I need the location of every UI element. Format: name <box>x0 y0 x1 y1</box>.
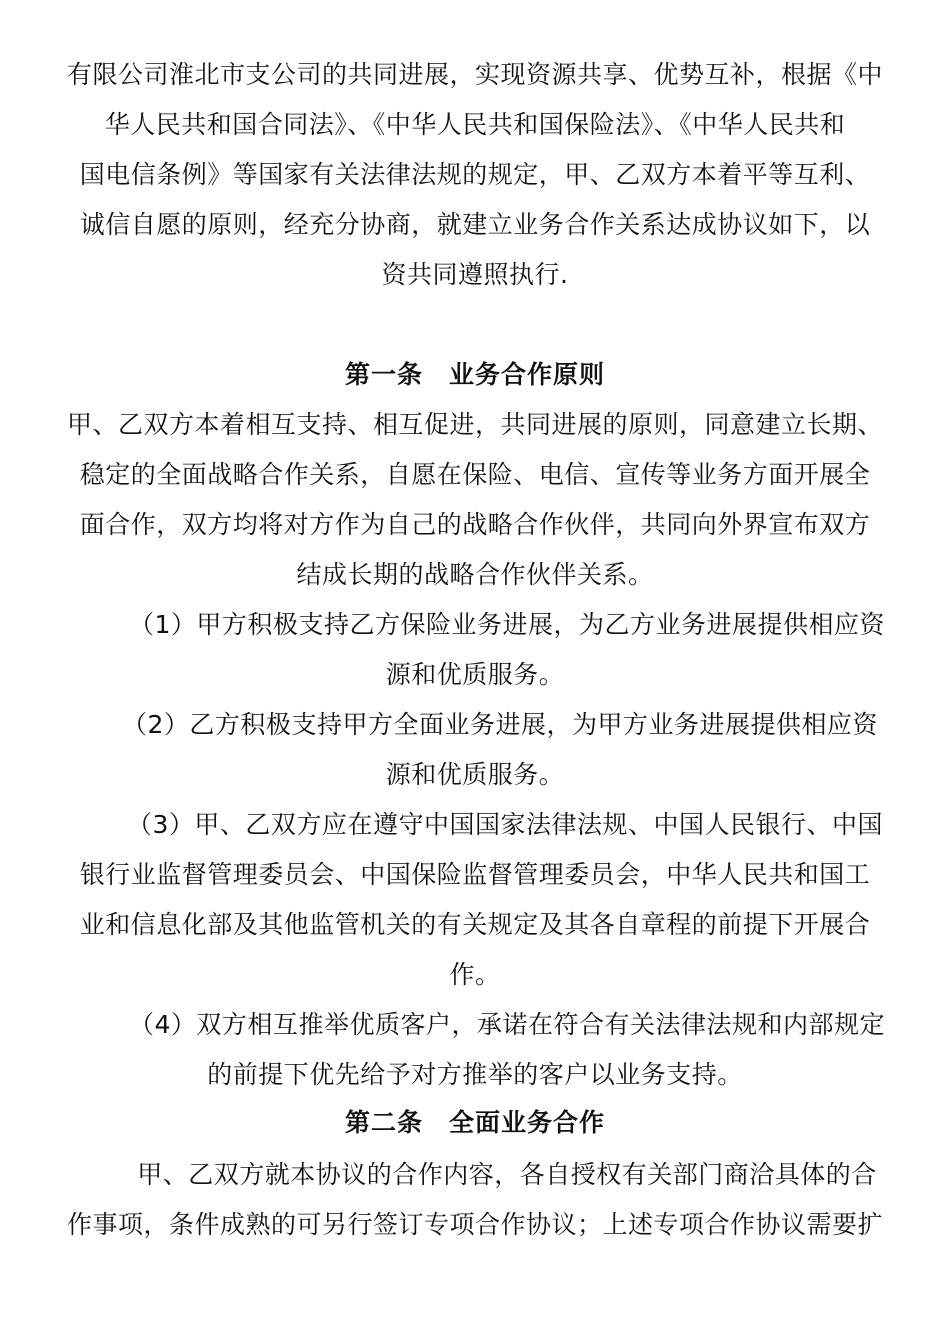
article-2-line: 作事项，条件成熟的可另行签订专项合作协议；上述专项合作协议需要扩 <box>66 1210 883 1239</box>
item-1-line: 源和优质服务。 <box>385 660 565 689</box>
intro-line: 诚信自愿的原则，经充分协商，就建立业务合作关系达成协议如下，以 <box>79 210 871 239</box>
item-3-line: 作。 <box>449 960 501 989</box>
article-1-number: 第一条 <box>344 360 423 389</box>
article-2-line: 甲、乙双方就本协议的合作内容，各自授权有关部门商洽具体的合 <box>137 1160 877 1189</box>
intro-line: 有限公司淮北市支公司的共同进展，实现资源共享、优势互补，根据《中 <box>66 60 883 89</box>
article-2-title: 全面业务合作 <box>449 1108 606 1137</box>
item-1-line: （1）甲方积极支持乙方保险业务进展，为乙方业务进展提供相应资 <box>129 610 885 639</box>
item-2-line: 源和优质服务。 <box>385 760 565 789</box>
item-2-line: （2）乙方积极支持甲方全面业务进展，为甲方业务进展提供相应资 <box>122 710 878 739</box>
article-2-number: 第二条 <box>344 1108 423 1137</box>
article-1-line: 面合作，双方均将对方作为自己的战略合作伙伴，共同向外界宣布双方 <box>79 510 871 539</box>
article-1-heading <box>40 358 910 392</box>
article-1-line: 稳定的全面战略合作关系，自愿在保险、电信、宣传等业务方面开展全 <box>79 460 871 489</box>
item-4-line: （4）双方相互推举优质客户，承诺在符合有关法律法规和内部规定 <box>129 1010 885 1039</box>
item-3-line: （3）甲、乙双方应在遵守中国国家法律法规、中国人民银行、中国 <box>127 810 883 839</box>
intro-line: 华人民共和国合同法》、《中华人民共和国保险法》、《中华人民共和 <box>104 110 846 139</box>
article-1-line: 甲、乙双方本着相互支持、相互促进，共同进展的原则，同意建立长期、 <box>66 410 883 439</box>
item-4-line: 的前提下优先给予对方推举的客户以业务支持。 <box>207 1060 743 1089</box>
item-3-line: 银行业监督管理委员会、中国保险监督管理委员会，中华人民共和国工 <box>79 860 871 889</box>
article-1-line: 结成长期的战略合作伙伴关系。 <box>296 560 654 589</box>
article-1-title: 业务合作原则 <box>449 360 606 389</box>
intro-line: 资共同遵照执行. <box>381 260 569 289</box>
intro-line: 国电信条例》等国家有关法律法规的规定，甲、乙双方本着平等互利、 <box>79 160 871 189</box>
item-3-line: 业和信息化部及其他监管机关的有关规定及其各自章程的前提下开展合 <box>79 910 871 939</box>
article-2-heading <box>40 1106 910 1140</box>
